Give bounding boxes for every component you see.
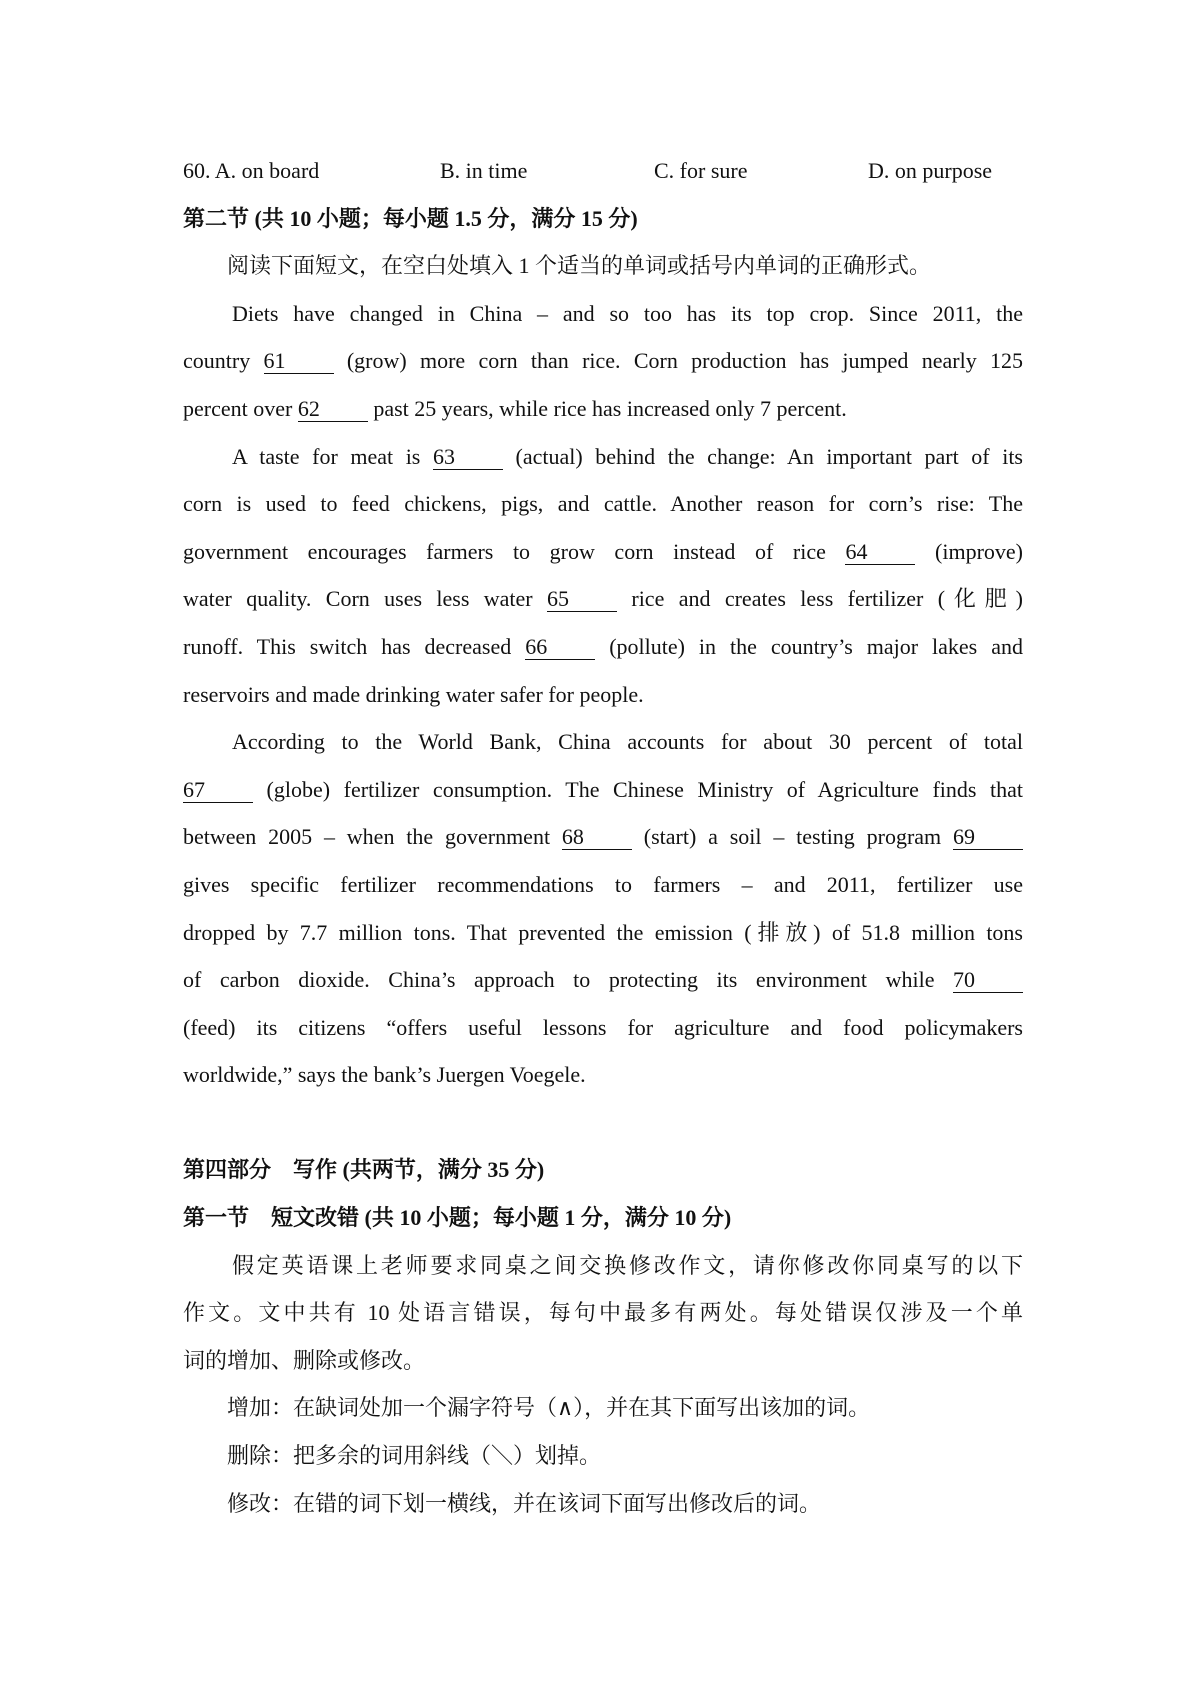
passage-text: (pollute) in the country’s major lakes and xyxy=(595,633,1023,659)
passage-text: water quality. Corn uses less water xyxy=(183,586,547,612)
blank-61: 61 xyxy=(264,349,334,374)
passage-line xyxy=(183,766,1023,814)
instruction-line: 词的增加、删除或修改。 xyxy=(183,1347,426,1373)
option-d: D. on purpose xyxy=(868,158,993,183)
passage-line xyxy=(183,528,1023,576)
option-a-text: A. on board xyxy=(214,158,320,183)
option-c: C. for sure xyxy=(654,158,748,183)
passage-line xyxy=(183,623,1023,671)
passage-text: between 2005 – when the government xyxy=(183,824,562,850)
passage-text: of carbon dioxide. China’s approach to protecting its environment while xyxy=(183,967,953,993)
passage-text: country xyxy=(183,348,264,374)
blank-65: 65 xyxy=(547,587,617,612)
error-correction-heading: 第一节 短文改错 (共 10 小题；每小题 1 分，满分 10 分) xyxy=(183,1205,732,1231)
passage-line xyxy=(183,909,1023,957)
passage-text: (grow) more corn than rice. Corn production has jumped nearly 125 xyxy=(333,348,1023,374)
rule-modify: 修改：在错的词下划一横线，并在该词下面写出修改后的词。 xyxy=(227,1490,822,1516)
rule-add: 增加：在缺词处加一个漏字符号（∧），并在其下面写出该加的词。 xyxy=(227,1395,871,1421)
passage-line xyxy=(183,813,1023,861)
passage-text: A taste for meat is xyxy=(232,443,433,469)
error-correction-instructions xyxy=(183,1242,1023,1385)
passage-text: rice and creates less fertilizer (化肥) xyxy=(617,586,1023,612)
question-number: 60. xyxy=(183,158,211,183)
passage-line xyxy=(183,671,1023,719)
passage-text: Diets have changed in China – and so too has its top crop. Since 2011, the xyxy=(232,300,1023,326)
instruction-line: 假定英语课上老师要求同桌之间交换修改作文，请你修改你同桌写的以下 xyxy=(232,1252,1023,1278)
instruction-line: 作文。文中共有 10 处语言错误，每句中最多有两处。每处错误仅涉及一个单 xyxy=(183,1300,1023,1326)
passage-line xyxy=(183,290,1023,338)
passage-line xyxy=(183,956,1023,1004)
passage-text: reservoirs and made drinking water safer for people. xyxy=(183,681,644,707)
question-60-options xyxy=(183,147,1023,195)
option-a xyxy=(183,147,319,195)
passage-text: past 25 years, while rice has increased only 7 percent. xyxy=(367,395,847,421)
passage-text: gives specific fertilizer recommendations to farmers – and 2011, fertilizer use xyxy=(183,871,1023,897)
blank-63: 63 xyxy=(433,445,503,470)
passage-line xyxy=(183,575,1023,623)
passage-line xyxy=(183,718,1023,766)
option-b: B. in time xyxy=(440,158,528,183)
passage-text: (globe) fertilizer consumption. The Chinese Ministry of Agriculture finds that xyxy=(253,776,1023,802)
passage-line xyxy=(183,433,1023,481)
passage-text: dropped by 7.7 million tons. That prevented the emission (排放) of 51.8 million tons xyxy=(183,919,1023,945)
section-2-heading: 第二节 (共 10 小题；每小题 1.5 分，满分 15 分) xyxy=(183,205,638,231)
passage-text: runoff. This switch has decreased xyxy=(183,633,526,659)
passage-text: government encourages farmers to grow corn instead of rice xyxy=(183,538,846,564)
passage-line xyxy=(183,1004,1023,1052)
spacer xyxy=(183,1099,1023,1147)
passage-line xyxy=(183,861,1023,909)
blank-68: 68 xyxy=(562,825,632,850)
passage-text: According to the World Bank, China accounts for about 30 percent of total xyxy=(232,729,1023,755)
passage-text: (start) a soil – testing program xyxy=(631,824,954,850)
passage-text: corn is used to feed chickens, pigs, and cattle. Another reason for corn’s rise: The xyxy=(183,491,1023,517)
blank-64: 64 xyxy=(845,540,915,565)
passage-text: (actual) behind the change: An important part of its xyxy=(502,443,1023,469)
rule-delete: 删除：把多余的词用斜线（＼）划掉。 xyxy=(227,1443,602,1469)
passage-text: percent over xyxy=(183,395,298,421)
blank-67: 67 xyxy=(183,778,253,803)
blank-66: 66 xyxy=(525,635,595,660)
passage-line xyxy=(183,1051,1023,1099)
blank-70: 70 xyxy=(953,968,1023,993)
passage-text: (feed) its citizens “offers useful lessons for agriculture and food policymakers xyxy=(183,1014,1023,1040)
part-4-heading: 第四部分 写作 (共两节，满分 35 分) xyxy=(183,1157,545,1183)
blank-69: 69 xyxy=(953,825,1023,850)
passage-line xyxy=(183,337,1023,385)
passage-text: worldwide,” says the bank’s Juergen Voegele. xyxy=(183,1062,586,1088)
blank-62: 62 xyxy=(298,397,368,422)
passage-line xyxy=(183,480,1023,528)
reading-passage xyxy=(183,290,1023,1099)
correction-rules xyxy=(183,1384,1023,1527)
passage-line xyxy=(183,385,1023,433)
section-2-instruction: 阅读下面短文，在空白处填入 1 个适当的单词或括号内单词的正确形式。 xyxy=(227,253,932,279)
passage-text: (improve) xyxy=(915,538,1023,564)
